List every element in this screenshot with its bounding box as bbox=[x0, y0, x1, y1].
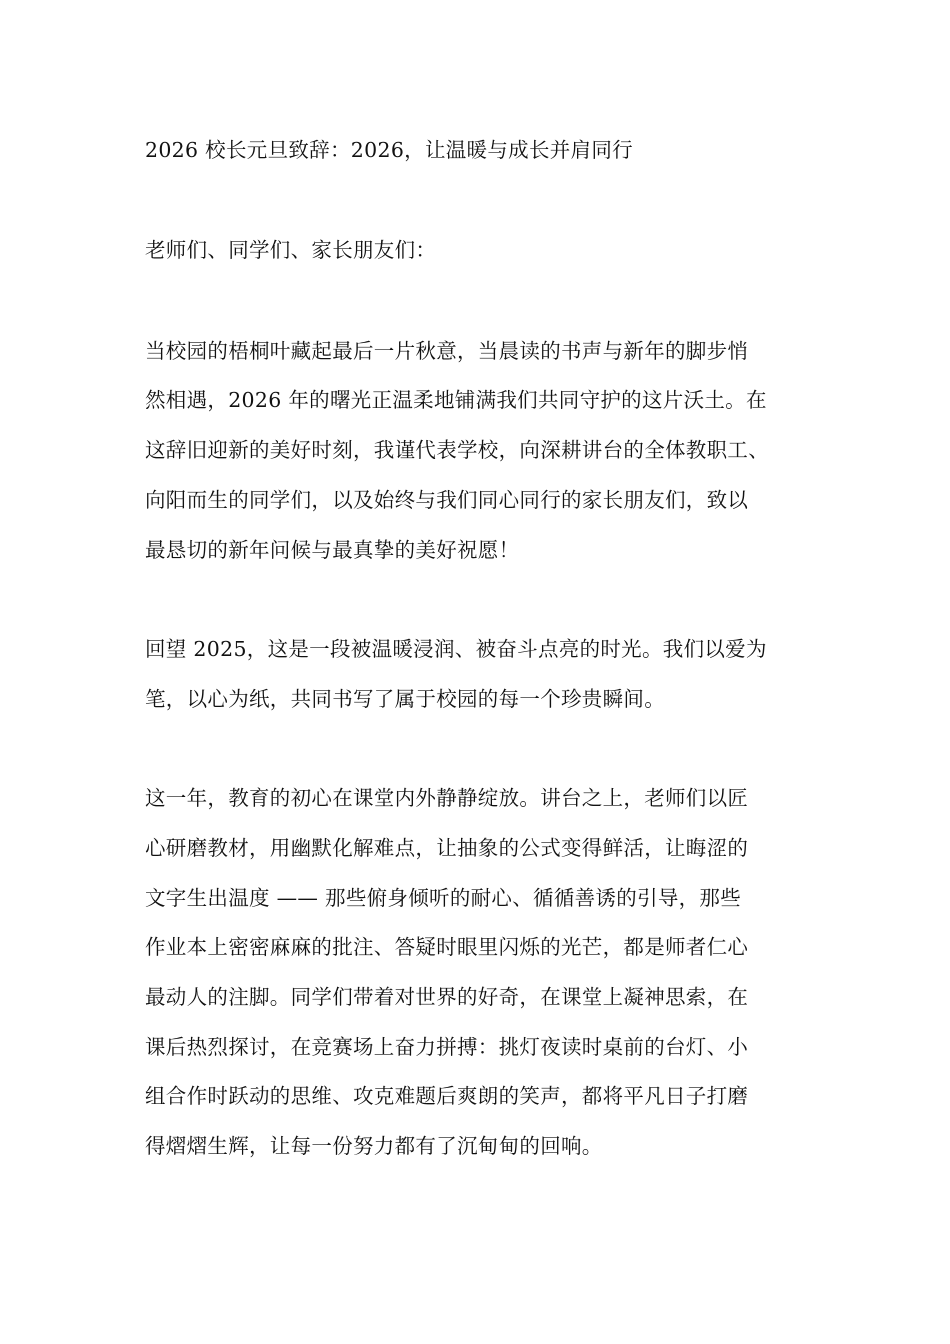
paragraph-line: 这一年，教育的初心在课堂内外静静绽放。讲台之上，老师们以匠 bbox=[145, 786, 749, 810]
paragraph-line: 组合作时跃动的思维、攻克难题后爽朗的笑声，都将平凡日子打磨 bbox=[145, 1084, 749, 1108]
paragraph-line: 得熠熠生辉，让每一份努力都有了沉甸甸的回响。 bbox=[145, 1134, 603, 1158]
paragraph-line: 心研磨教材，用幽默化解难点，让抽象的公式变得鲜活，让晦涩的 bbox=[145, 836, 749, 860]
paragraph-line: 课后热烈探讨，在竞赛场上奋力拼搏：挑灯夜读时桌前的台灯、小 bbox=[145, 1035, 749, 1059]
paragraph-line: 笔，以心为纸，共同书写了属于校园的每一个珍贵瞬间。 bbox=[145, 687, 665, 711]
paragraph-line: 然相遇，2026 年的曙光正温柔地铺满我们共同守护的这片沃土。在 bbox=[145, 388, 767, 412]
paragraph-line: 回望 2025，这是一段被温暖浸润、被奋斗点亮的时光。我们以爱为 bbox=[145, 637, 767, 661]
document-title: 2026 校长元旦致辞：2026，让温暖与成长并肩同行 bbox=[145, 138, 633, 162]
paragraph-line: 最动人的注脚。同学们带着对世界的好奇，在课堂上凝神思索，在 bbox=[145, 985, 749, 1009]
paragraph-line: 文字生出温度 —— 那些俯身倾听的耐心、循循善诱的引导，那些 bbox=[145, 886, 742, 910]
paragraph-line: 当校园的梧桐叶藏起最后一片秋意，当晨读的书声与新年的脚步悄 bbox=[145, 339, 749, 363]
paragraph-line: 最恳切的新年问候与最真挚的美好祝愿！ bbox=[145, 538, 520, 562]
salutation: 老师们、同学们、家长朋友们： bbox=[145, 238, 437, 262]
paragraph-line: 这辞旧迎新的美好时刻，我谨代表学校，向深耕讲台的全体教职工、 bbox=[145, 438, 769, 462]
paragraph-line: 向阳而生的同学们，以及始终与我们同心同行的家长朋友们，致以 bbox=[145, 488, 749, 512]
paragraph-line: 作业本上密密麻麻的批注、答疑时眼里闪烁的光芒，都是师者仁心 bbox=[145, 935, 749, 959]
